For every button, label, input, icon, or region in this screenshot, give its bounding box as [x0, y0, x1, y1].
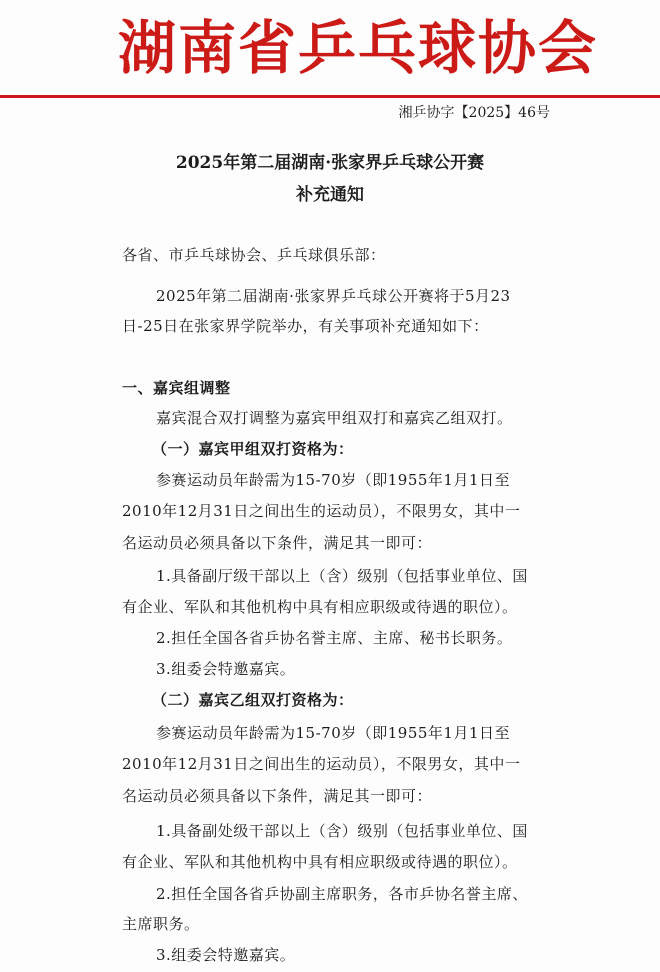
intro-line-2: 日-25日在张家界学院举办，有关事项补充通知如下： — [122, 317, 489, 335]
sub-b-item-1-line-1: 1.具备副处级干部以上（含）级别（包括事业单位、国 — [156, 822, 528, 840]
document-subtitle: 补充通知 — [296, 185, 364, 205]
sub-a-item-1-line-1: 1.具备副厅级干部以上（含）级别（包括事业单位、国 — [156, 567, 528, 585]
sub-b-item-2-line-2: 主席职务。 — [122, 915, 200, 933]
sub-a-age-line-3: 名运动员必须具备以下条件，满足其一即可： — [122, 534, 433, 552]
sub-b-item-3: 3.组委会特邀嘉宾。 — [156, 946, 296, 964]
document-title: 2025年第二届湖南·张家界乒乓球公开赛 — [175, 153, 485, 173]
masthead-divider — [0, 95, 660, 98]
sub-b-age-line-1: 参赛运动员年龄需为15-70岁（即1955年1月1日至 — [156, 724, 511, 742]
sub-b-heading: （二）嘉宾乙组双打资格为： — [152, 691, 354, 709]
sub-b-item-1-line-2: 有企业、军队和其他机构中具有相应职级或待遇的职位）。 — [122, 853, 518, 871]
sub-a-item-1-line-2: 有企业、军队和其他机构中具有相应职级或待遇的职位）。 — [122, 598, 518, 616]
sub-a-item-2: 2.担任全国各省乒协名誉主席、主席、秘书长职务。 — [156, 629, 513, 647]
sub-b-item-2-line-1: 2.担任全国各省乒协副主席职务，各市乒协名誉主席、 — [156, 885, 528, 903]
salutation: 各省、市乒乓球协会、乒乓球俱乐部： — [122, 246, 386, 264]
sub-b-age-line-3: 名运动员必须具备以下条件，满足其一即可： — [122, 787, 433, 805]
sub-a-age-line-2: 2010年12月31日之间出生的运动员），不限男女，其中一 — [122, 502, 521, 520]
section-1-text: 嘉宾混合双打调整为嘉宾甲组双打和嘉宾乙组双打。 — [156, 409, 513, 427]
sub-b-age-line-2: 2010年12月31日之间出生的运动员），不限男女，其中一 — [122, 755, 521, 773]
intro-line-1: 2025年第二届湖南·张家界乒乓球公开赛将于5月23 — [156, 287, 511, 305]
sub-a-heading: （一）嘉宾甲组双打资格为： — [152, 440, 354, 458]
sub-a-item-3: 3.组委会特邀嘉宾。 — [156, 660, 296, 678]
document-number: 湘乒协字【2025】46号 — [398, 105, 550, 121]
section-1-heading: 一、嘉宾组调整 — [122, 379, 231, 397]
org-masthead: 湖南省乒乓球协会 — [118, 14, 599, 82]
sub-a-age-line-1: 参赛运动员年龄需为15-70岁（即1955年1月1日至 — [156, 471, 511, 489]
